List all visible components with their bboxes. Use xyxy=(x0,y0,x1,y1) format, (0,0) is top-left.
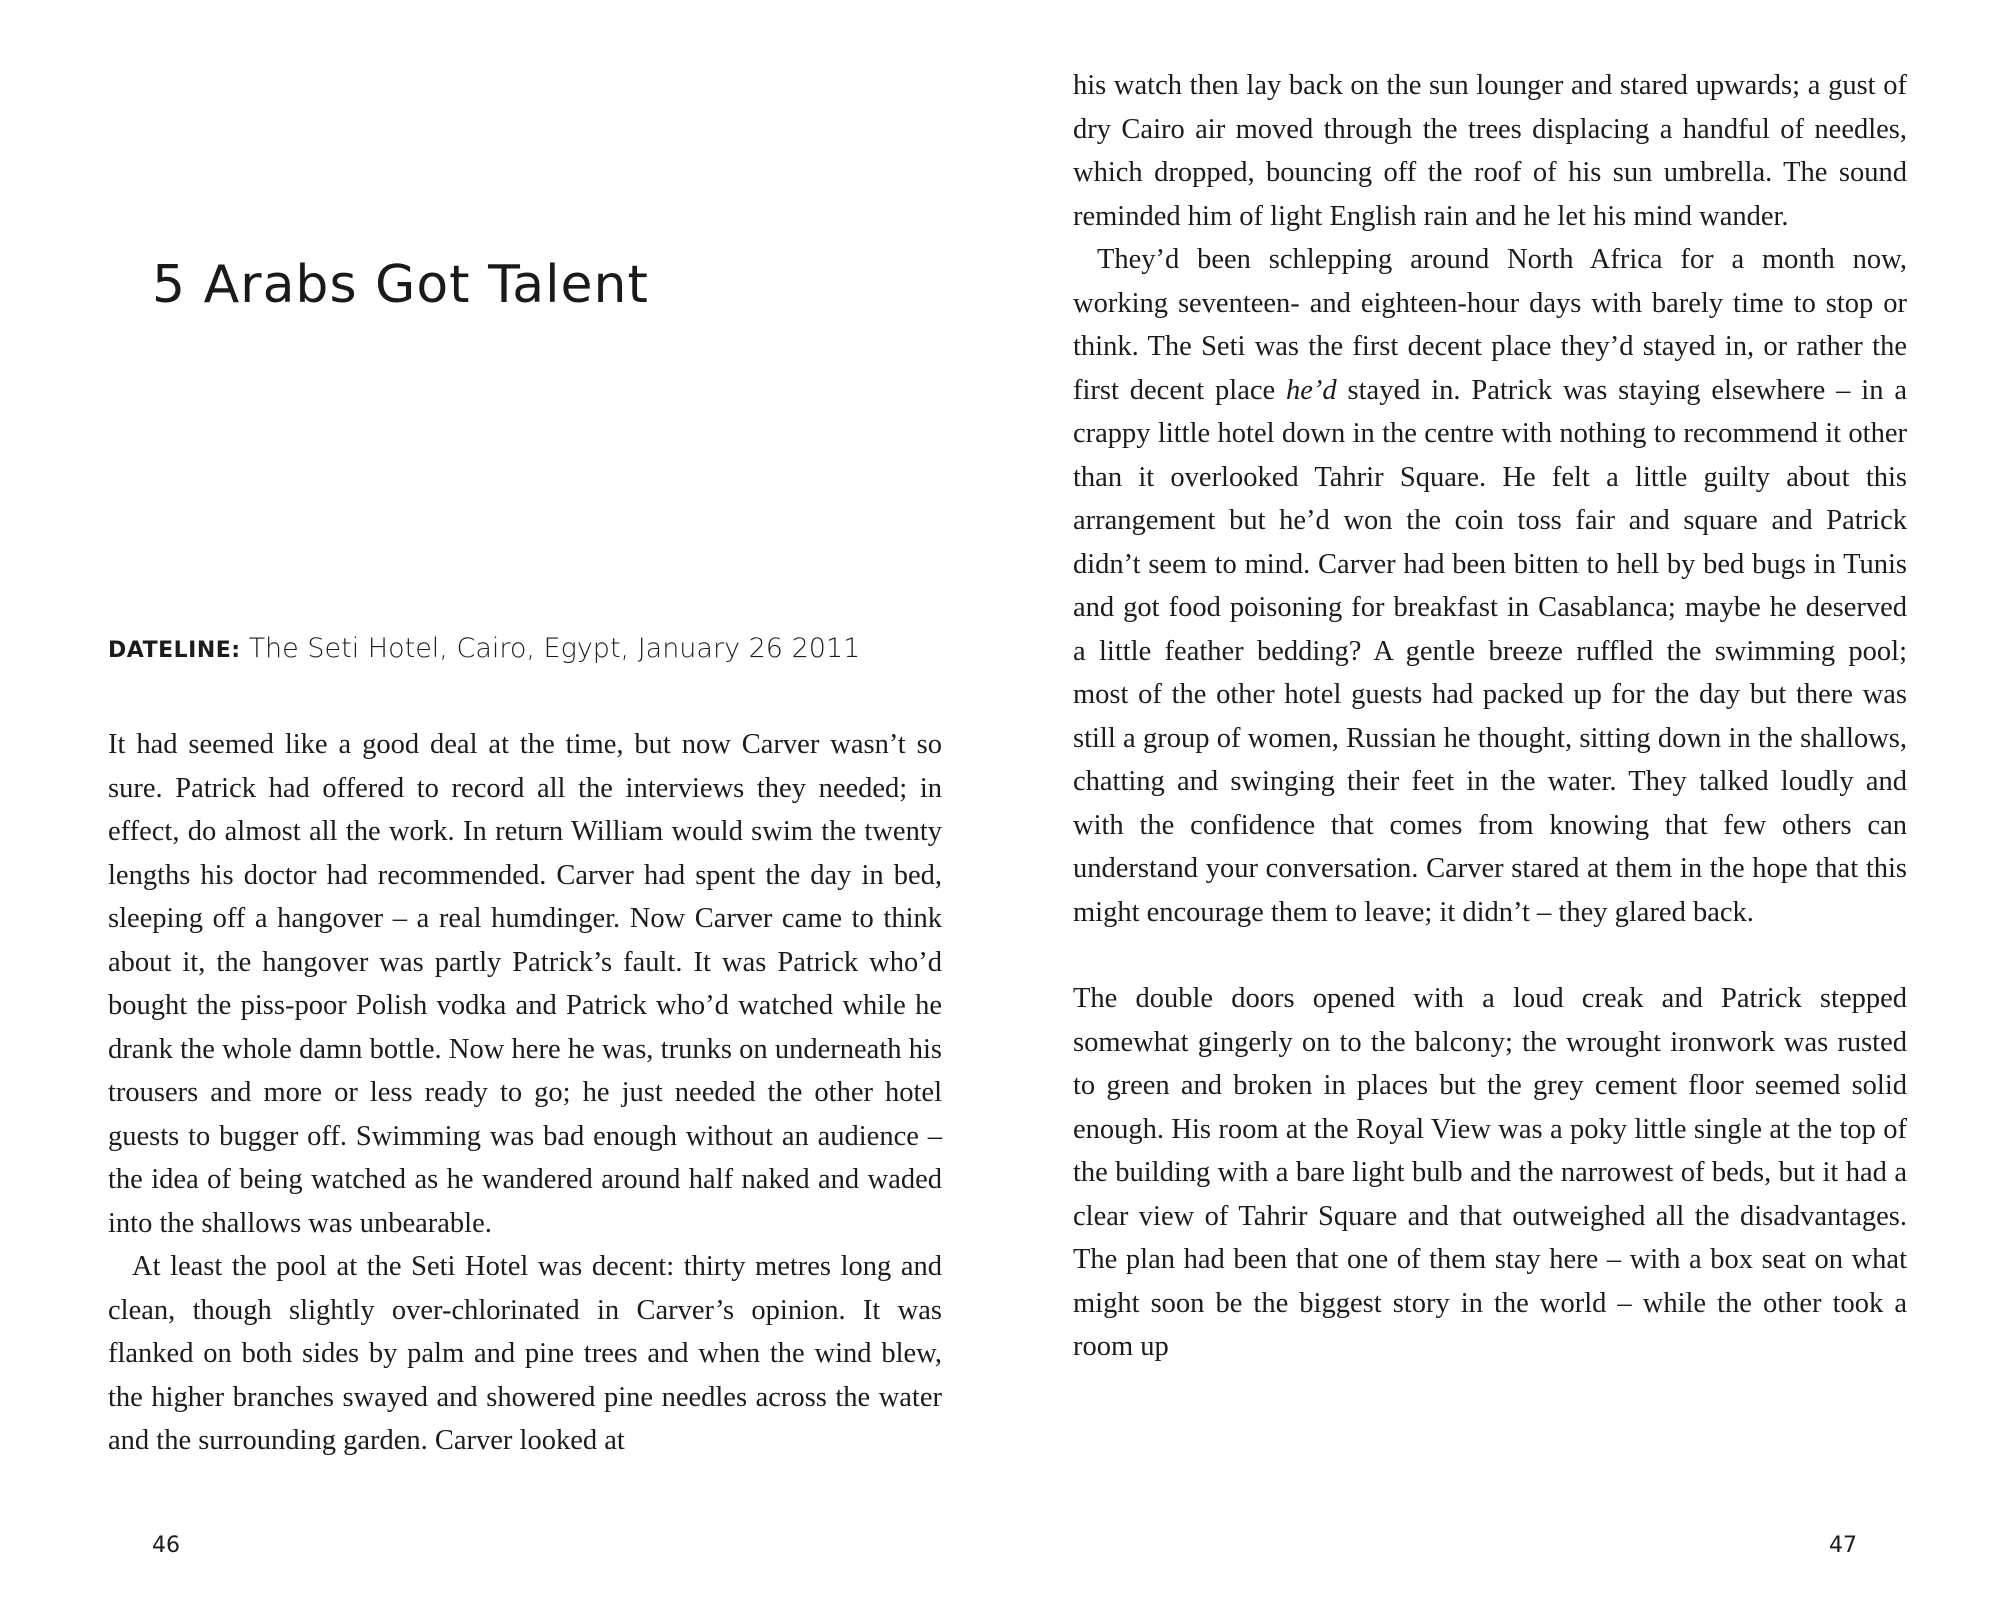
paragraph: his watch then lay back on the sun lounger and stared upwards; a gust of dry Cairo air moved through the trees displacing a handful of needles, which dropped, bouncing off the roof of his sun umbrella. The sound reminded him of light English rain and he let his mind wander. xyxy=(1073,70,1907,232)
dateline-text: The Seti Hotel, Cairo, Egypt, January 26 2011 xyxy=(248,633,861,664)
emphasis: he’d xyxy=(1286,374,1337,406)
page-number: 46 xyxy=(152,1533,180,1558)
dateline xyxy=(108,633,860,664)
paragraph: At least the pool at the Seti Hotel was decent: thirty metres long and clean, though slightly over-chlorinated in Carver’s opinion. It was flanked on both sides by palm and pine trees and when the wind blew, the higher branches swayed and showered pine needles across the water and the surrounding garden. Carver looked at xyxy=(108,1251,942,1456)
dateline-label: DATELINE: xyxy=(108,638,241,663)
paragraph: It had seemed like a good deal at the time, but now Carver wasn’t so sure. Patrick had offered to record all the interviews they needed; in effect, do almost all the work. In return William would swim the twenty lengths his doctor had recommended. Carver had spent the day in bed, sleeping off a hangover – a real humdinger. Now Carver came to think about it, the hangover was partly Patrick’s fault. It was Patrick who’d bought the piss-poor Polish vodka and Patrick who’d watched while he drank the whole damn bottle. Now here he was, trunks on underneath his trousers and more or less ready to go; he just needed the other hotel guests to bugger off. Swimming was bad enough without an audience – the idea of being watched as he wandered around half naked and waded into the shallows was unbearable. xyxy=(108,729,942,1239)
paragraph-text: stayed in. Patrick was staying elsewhere – in a crappy little hotel down in the centre with nothing to recommend it other than it overlooked Tahrir Square. He felt a little guilty about this arrangement but he’d won the coin toss fair and square and Patrick didn’t seem to mind. Carver had been bitten to hell by bed bugs in Tunis and got food poisoning for breakfast in Casablanca; maybe he deserved a little feather bedding? A gentle breeze ruffled the swimming pool; most of the other hotel guests had packed up for the day but there was still a group of women, Russian he thought, sitting down in the shallows, chatting and swinging their feet in the water. They talked loudly and with the confidence that comes from knowing that few others can understand your conversation. Carver stared at them in the hope that this might encourage them to leave; it didn’t – they glared back. xyxy=(1073,374,1907,928)
right-page xyxy=(1000,0,2000,1605)
right-body-text xyxy=(1073,64,1907,1369)
paragraph: The double doors opened with a loud creak and Patrick stepped somewhat gingerly on to the balcony; the wrought ironwork was rusted to green and broken in places but the grey cement floor seemed solid enough. His room at the Royal View was a poky little single at the top of the building with a bare light bulb and the narrowest of beds, but it had a clear view of Tahrir Square and that outweighed all the disadvantages. The plan had been that one of them stay here – with a box seat on what might soon be the biggest story in the world – while the other took a room up xyxy=(1073,983,1907,1362)
left-body-text xyxy=(108,723,942,1463)
paragraph-text: They’d been schlepping around North Africa for a month now, working seventeen- and eighteen-hour days with barely time to stop or think. The Seti was the first decent place they’d stayed in, or rather the first decent place xyxy=(1073,244,1907,406)
page-number: 47 xyxy=(1829,1533,1857,1558)
section-break xyxy=(1073,934,1907,977)
chapter-title: 5 Arabs Got Talent xyxy=(152,255,649,315)
paragraph xyxy=(1073,238,1907,934)
